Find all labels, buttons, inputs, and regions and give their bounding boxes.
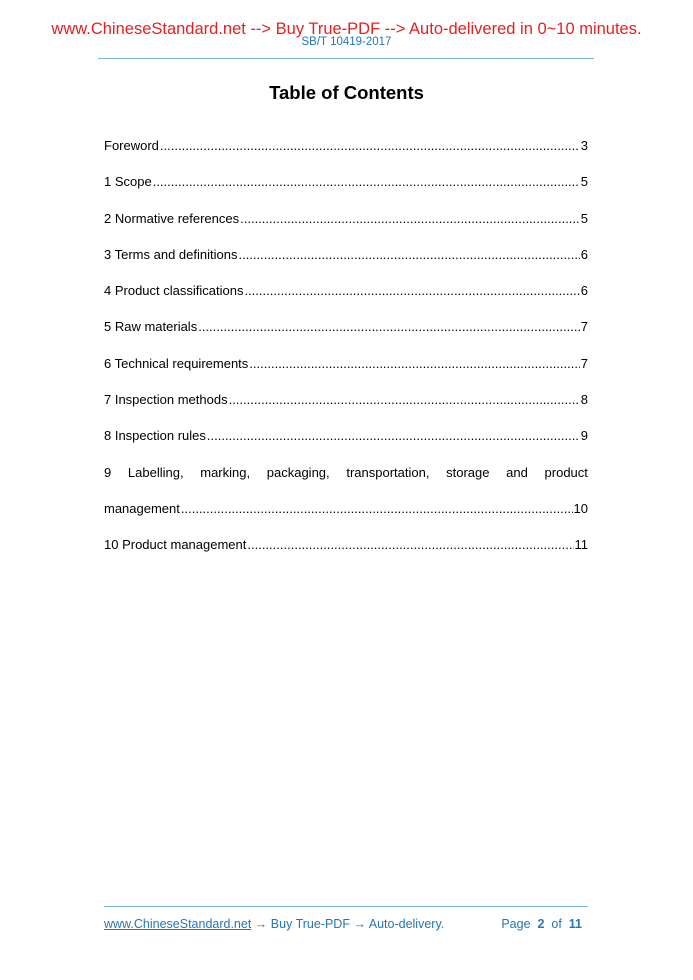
dot-leader xyxy=(160,137,580,155)
toc-word: storage xyxy=(446,464,490,480)
toc-entry-page: 6 xyxy=(580,246,588,262)
toc-word: 9 xyxy=(104,464,112,480)
toc-word: Labelling, xyxy=(127,464,184,480)
table-of-contents xyxy=(104,137,588,573)
toc-entry-label: 3 Terms and definitions xyxy=(104,246,238,262)
toc-entry-page: 9 xyxy=(580,428,588,444)
toc-entry-page: 8 xyxy=(580,392,588,408)
dot-leader xyxy=(153,173,580,191)
toc-entry-page: 7 xyxy=(580,319,588,335)
toc-entry-label: 4 Product classifications xyxy=(104,283,244,299)
dot-leader xyxy=(207,427,580,445)
toc-entry-label: 1 Scope xyxy=(104,174,152,190)
toc-entry-labelling-line1[interactable] xyxy=(104,464,588,500)
footer-links xyxy=(104,916,444,932)
delivery-text: Auto-delivery. xyxy=(368,917,445,931)
dot-leader xyxy=(238,246,579,264)
toc-title: Table of Contents xyxy=(269,82,424,103)
page-of: of xyxy=(551,917,562,931)
toc-entry-label: management xyxy=(104,500,180,516)
dot-leader xyxy=(247,536,573,554)
toc-entry-normative-references[interactable] xyxy=(104,210,588,246)
page-total: 11 xyxy=(568,917,582,931)
toc-entry-label: 7 Inspection methods xyxy=(104,392,228,408)
toc-entry-label: 2 Normative references xyxy=(104,210,240,226)
dot-leader xyxy=(181,500,573,518)
page-number xyxy=(501,916,582,932)
footer-divider xyxy=(104,906,588,907)
toc-entry-label: 6 Technical requirements xyxy=(104,355,249,371)
toc-entry-label: 8 Inspection rules xyxy=(104,428,206,444)
toc-entry-foreword[interactable] xyxy=(104,137,588,173)
toc-entry-page: 7 xyxy=(580,355,588,371)
toc-entry-label: Foreword xyxy=(104,138,159,153)
arrow-right-icon: → xyxy=(353,917,366,931)
toc-entry-page: 11 xyxy=(574,537,588,553)
toc-word: and xyxy=(506,464,528,480)
toc-entry-page: 5 xyxy=(580,174,588,190)
toc-entry-scope[interactable] xyxy=(104,173,588,209)
toc-entry-terms-definitions[interactable] xyxy=(104,246,588,282)
site-link[interactable]: www.ChineseStandard.net xyxy=(104,917,252,931)
toc-word: transportation, xyxy=(346,464,430,480)
dot-leader xyxy=(229,391,580,409)
toc-entry-page: 6 xyxy=(580,283,588,299)
header-divider xyxy=(98,58,594,59)
toc-word: packaging, xyxy=(266,464,330,480)
toc-entry-label: 10 Product management xyxy=(104,537,247,553)
toc-entry-technical-requirements[interactable] xyxy=(104,355,588,391)
standard-code: SB/T 10419-2017 xyxy=(301,36,392,48)
page-prefix: Page xyxy=(501,917,531,931)
toc-word: marking, xyxy=(200,464,251,480)
page-current: 2 xyxy=(537,917,545,931)
toc-entry-product-classifications[interactable] xyxy=(104,282,588,318)
arrow-right-icon: → xyxy=(254,917,268,931)
dot-leader xyxy=(198,318,580,336)
toc-entry-inspection-rules[interactable] xyxy=(104,427,588,463)
toc-entry-page: 5 xyxy=(580,210,588,226)
buy-pdf-text: Buy True-PDF xyxy=(270,917,350,931)
toc-entry-page: 3 xyxy=(580,138,588,153)
dot-leader xyxy=(240,210,580,228)
toc-word: product xyxy=(544,464,588,480)
promo-banner[interactable]: www.ChineseStandard.net --> Buy True-PDF --> Auto-delivered in 0~10 minutes. xyxy=(51,20,642,38)
toc-entry-inspection-methods[interactable] xyxy=(104,391,588,427)
toc-entry-page: 10 xyxy=(573,500,588,516)
toc-entry-labelling-line2[interactable] xyxy=(104,500,588,536)
toc-entry-product-management[interactable] xyxy=(104,536,588,572)
toc-entry-label: 5 Raw materials xyxy=(104,319,198,335)
dot-leader xyxy=(244,282,579,300)
toc-entry-raw-materials[interactable] xyxy=(104,318,588,354)
dot-leader xyxy=(249,355,579,373)
